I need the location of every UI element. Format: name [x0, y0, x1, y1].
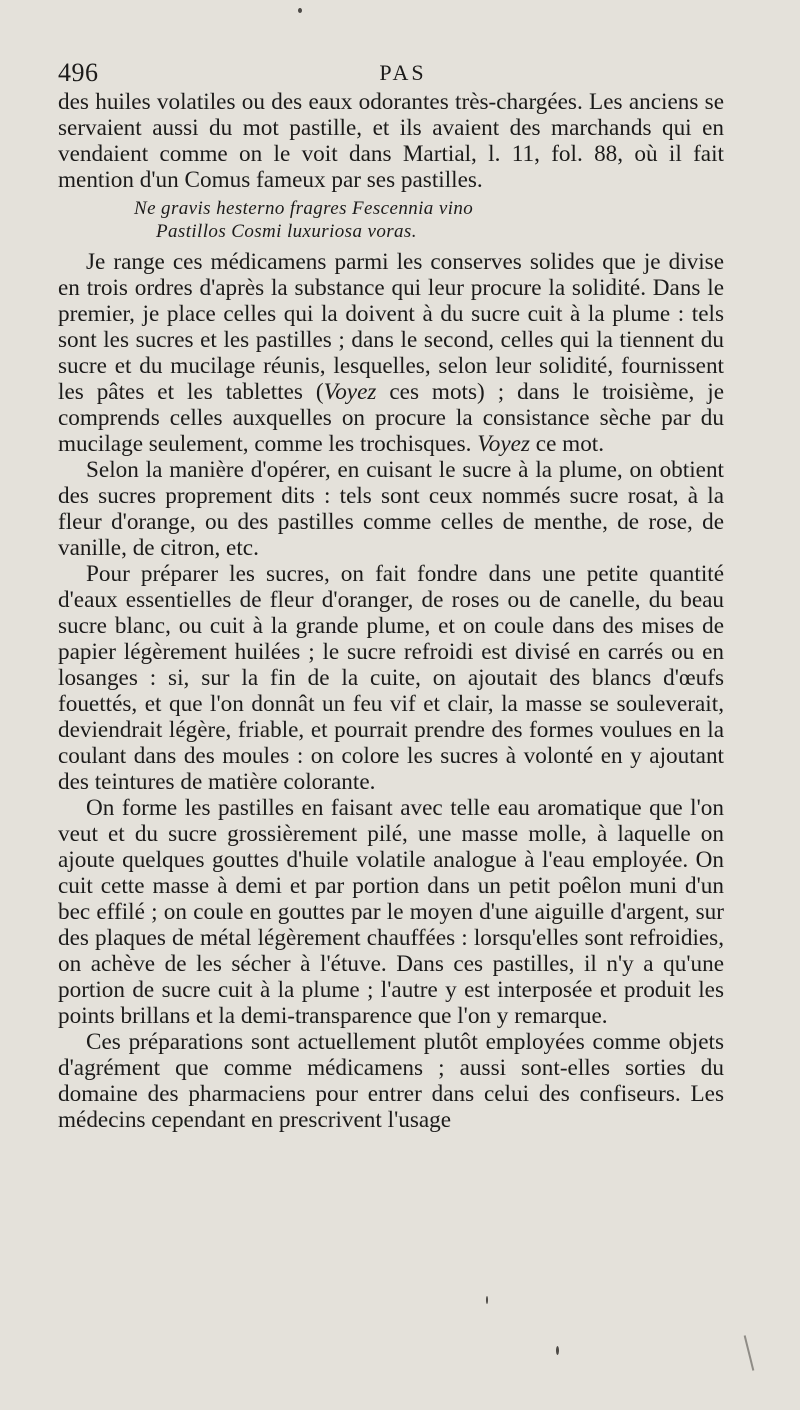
paragraph-text: On forme les pastilles en faisant avec telle eau aromatique que l'on veut et du sucre grossièrement pilé, une masse molle, à laquelle on ajoute quelques gouttes d'huile volatile analogue à l'eau employée. On cuit cette masse à demi et par portion dans un petit poêlon muni d'un bec effilé ; on coule en gouttes par le moyen d'une aiguille d'argent, sur des plaques de métal légèrement chauffées : lorsqu'elles sont refroidies, on achève de les sécher à l'étuve. Dans ces pastilles, il n'y a qu'une portion de sucre cuit à la plume ; l'autre y est interposée et produit les points brillans et la demi-transparence que l'on y remarque.: [58, 795, 724, 1029]
paragraph-text: Je range ces médicamens parmi les conserves solides que je divise en trois ordres d'après la substance qui leur procure la solidité. Dans le premier, je place celles qui la doivent à du sucre cuit à la plume : tels sont les sucres et les pastilles ; dans le second, celles qui la tiennent du sucre et du mucilage réunis, lesquelles, selon leur solidité, fournissent les pâtes et les tablettes (: [58, 249, 724, 405]
cross-reference-italic: Voyez: [323, 379, 377, 405]
paragraph-text: ces mots) ; dans le troisième, je comprends celles auxquelles on procure la consistance sèche par du mucilage seulement, comme les trochisques.: [58, 379, 724, 457]
page-number: 496: [58, 58, 99, 87]
margin-mark: [744, 1335, 755, 1370]
running-head: PAS: [379, 60, 427, 85]
paragraph-usage: [58, 1029, 724, 1133]
paragraph-text: Pour préparer les sucres, on fait fondre dans une petite quantité d'eaux essentielles de fleur d'oranger, de roses ou de canelle, du beau sucre blanc, ou cuit à la grande plume, et on coule dans des mises de papier légèrement huilées ; le sucre refroidi est divisé en carrés ou en losanges : si, sur la fin de la cuite, on ajoutait des blancs d'œufs fouettés, et que l'on donnât un feu vif et clair, la masse se souleverait, deviendrait légère, friable, et pourrait prendre des formes voulues en la coulant dans des moules : on colore les sucres à volonté en y ajoutant des teintures de matière colorante.: [58, 561, 724, 795]
ink-speck: [486, 1296, 488, 1304]
quotation-verse: [58, 197, 724, 243]
cross-reference-italic: Voyez: [477, 431, 530, 457]
ink-speck: [298, 8, 302, 13]
opening-paragraph: [58, 89, 724, 193]
paragraph-pastille-preparation: [58, 795, 724, 1029]
paragraph-text: Ces préparations sont actuellement plutôt employées comme objets d'agrément que comme médicamens ; aussi sont-elles sorties du domaine des pharmaciens pour entrer dans celui des confiseurs. Les médecins cependant en prescrivent l'usage: [58, 1029, 724, 1133]
quotation-line-1: Ne gravis hesterno fragres Fescennia vino: [134, 198, 474, 219]
paragraph-classification: [58, 249, 724, 457]
ink-speck: [556, 1346, 559, 1355]
paragraph-text: ce mot.: [529, 431, 605, 457]
text-body: [58, 89, 724, 1133]
paragraph-text: des huiles volatiles ou des eaux odorantes très-chargées. Les anciens se servaient aussi du mot pastille, et ils avaient des marchands qui en vendaient comme on le voit dans Martial, l. 11, fol. 88, où il fait mention d'un Comus fameux par ses pastilles.: [58, 89, 724, 193]
paragraph-method: [58, 457, 724, 561]
page-header: [58, 58, 724, 92]
paragraph-text: Selon la manière d'opérer, en cuisant le sucre à la plume, on obtient des sucres proprement dits : tels sont ceux nommés sucre rosat, à la fleur d'orange, ou des pastilles comme celles de menthe, de rose, de vanille, de citron, etc.: [58, 457, 724, 561]
latin-quotation: [58, 197, 724, 243]
paragraph-sugar-preparation: [58, 561, 724, 795]
quotation-line-2: Pastillos Cosmi luxuriosa voras.: [156, 221, 417, 242]
